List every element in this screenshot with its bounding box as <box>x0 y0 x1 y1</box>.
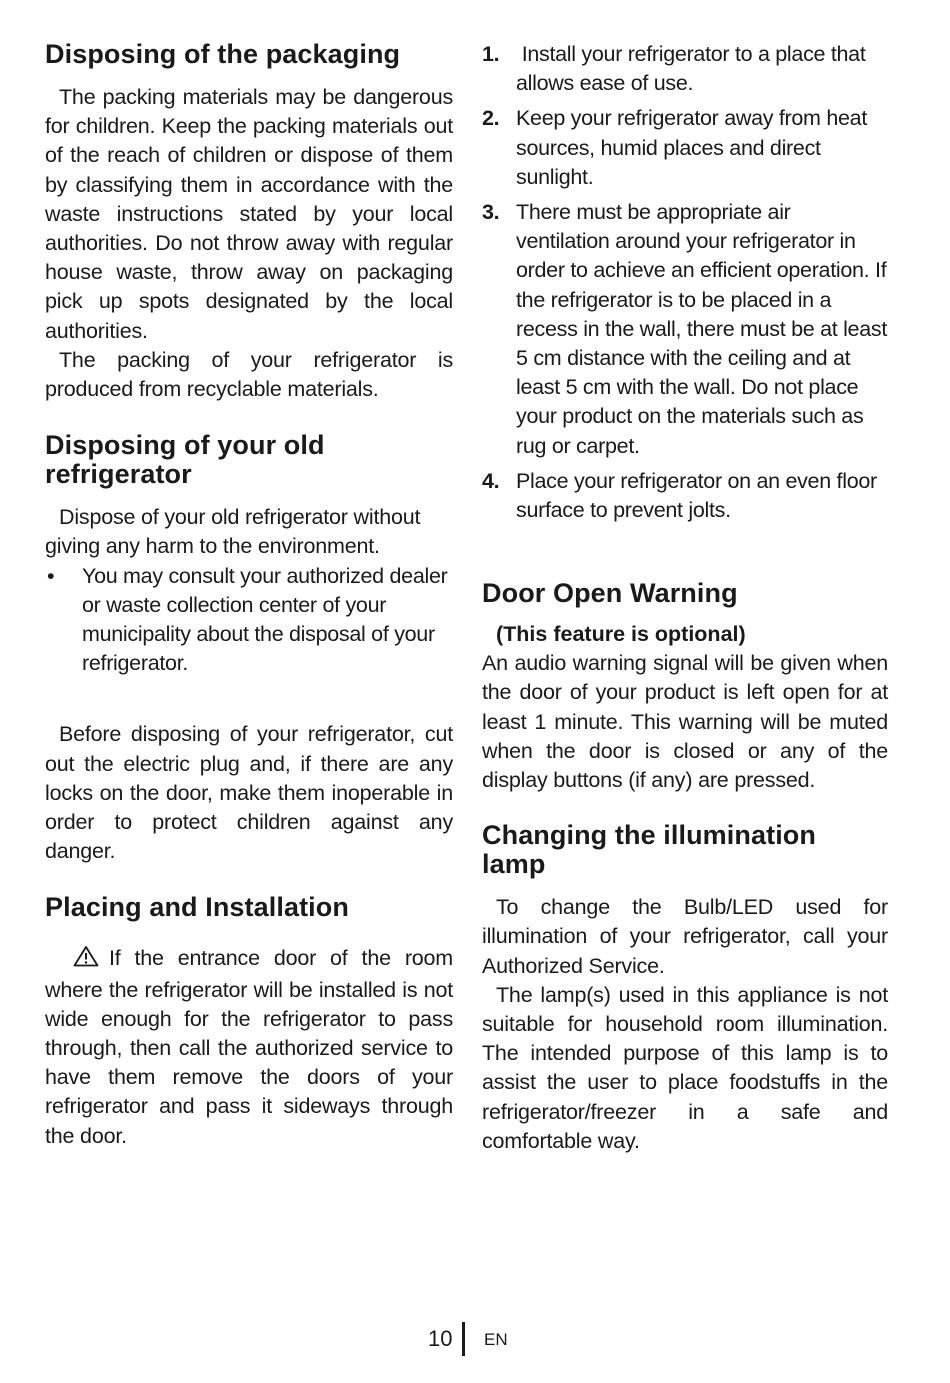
list-item <box>482 40 888 98</box>
lamp-paragraph-2: The lamp(s) used in this appliance is not suitable for household room illumination. The intended purpose of this lamp is to assist the user to place foodstuffs in the refrigerator/freezer in a safe and comfortable way. <box>482 982 888 1153</box>
packaging-paragraph-2: The packing of your refrigerator is produced from recyclable materials. <box>45 347 453 402</box>
list-item <box>482 467 888 525</box>
step-number: 3. <box>482 200 500 225</box>
old-refrigerator-bullet <box>45 562 453 679</box>
lamp-paragraph-1: To change the Bulb/LED used for illumination of your refrigerator, call your Authorized Service. <box>482 895 888 978</box>
warning-triangle-icon <box>59 945 99 975</box>
bullet-dot: • <box>47 563 55 588</box>
step-number: 2. <box>482 106 500 131</box>
step-text: There must be appropriate air ventilation around your refrigerator in order to achieve an efficient operation. If the refrigerator is to be placed in a recess in the wall, there must be at least 5 cm distance with the ceiling and at least 5 cm with the wall. Do not place your product on the materials such as rug or carpet. <box>516 200 887 458</box>
old-refrigerator-paragraph-2: Before disposing of your refrigerator, cut out the electric plug and, if there are any locks on the door, make them inoperable in order to protect children against any danger. <box>45 722 453 864</box>
left-column <box>45 40 453 1151</box>
step-number: 1. <box>482 42 500 66</box>
old-refrigerator-paragraph-1: Dispose of your old refrigerator without giving any harm to the environment. <box>45 505 421 559</box>
placing-paragraph-text: If the entrance door of the room where the refrigerator will be installed is not wide enough for the refrigerator to pass through, then call the authorized service to have them remove the doors of your refrigerator and pass it sideways through the door. <box>45 946 453 1148</box>
optional-feature-note: (This feature is optional) <box>496 622 746 647</box>
step-text: Install your refrigerator to a place that allows ease of use. <box>516 42 872 96</box>
heading-placing-installation: Placing and Installation <box>45 892 349 923</box>
list-item <box>482 198 888 461</box>
packaging-paragraph-1: The packing materials may be dangerous for children. Keep the packing materials out of the reach of children or dispose of them by classifying them in accordance with the waste instructions stated by your local authorities. Do not throw away with regular house waste, throw away on packaging pick up spots designated by the local authorities. <box>45 85 453 343</box>
bullet-text: You may consult your authorized dealer or waste collection center of your municipality about the disposal of your refrigerator. <box>82 563 448 676</box>
footer-divider <box>462 1322 465 1356</box>
heading-disposing-packaging: Disposing of the packaging <box>45 39 401 69</box>
list-item <box>482 104 888 192</box>
page-number: 10 <box>428 1326 453 1351</box>
heading-disposing-old-refrigerator: Disposing of your old refrigerator <box>45 430 325 490</box>
installation-steps-list <box>482 40 888 525</box>
language-label: EN <box>484 1330 508 1349</box>
step-text: Place your refrigerator on an even floor surface to prevent jolts. <box>516 468 877 523</box>
heading-door-open-warning: Door Open Warning <box>482 578 738 609</box>
page-footer <box>0 1322 950 1358</box>
door-warning-paragraph: An audio warning signal will be given when the door of your product is left open for at least 1 minute. This warning will be muted when the door is closed or any of the display buttons (if any) are pressed. <box>482 651 888 793</box>
right-column <box>482 40 888 1156</box>
step-text: Keep your refrigerator away from heat sources, humid places and direct sunlight. <box>516 106 867 189</box>
placing-paragraph <box>45 944 453 1150</box>
step-number: 4. <box>482 468 500 493</box>
heading-changing-illumination-lamp: Changing the illumination lamp <box>482 820 816 880</box>
